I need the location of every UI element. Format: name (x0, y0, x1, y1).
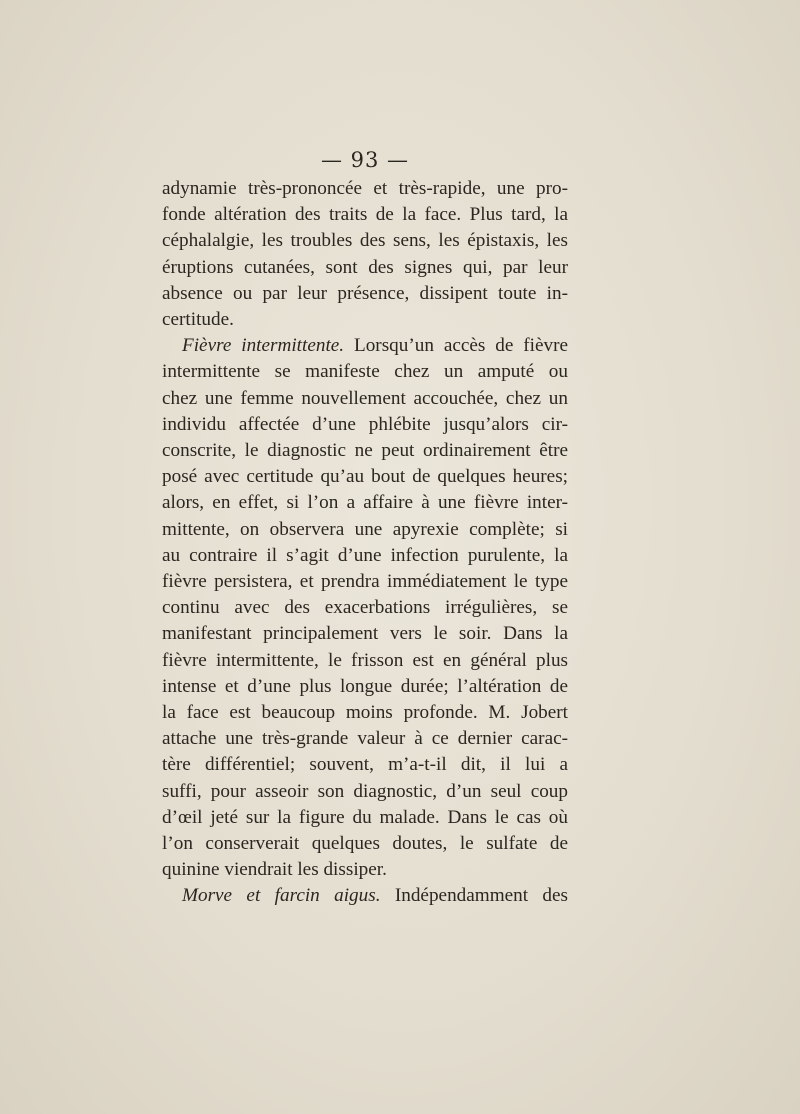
text-line (162, 386, 568, 412)
line-text: tère différentiel; souvent, m’a-t-il dit, il lui a (162, 754, 568, 776)
line-text: alors, en effet, si l’on a affaire à une fièvre inter- (162, 492, 568, 514)
text-line (162, 359, 568, 385)
line-text: au contraire il s’agit d’une infection purulente, la (162, 544, 568, 566)
line-text: mittente, on observera une apyrexie complète; si (162, 518, 568, 540)
line-text: éruptions cutanées, sont des signes qui, par leur (162, 256, 568, 278)
line-text: d’œil jeté sur la figure du malade. Dans le cas où (162, 806, 568, 828)
section-heading: Fièvre intermittente. (182, 335, 345, 357)
page-number: — 93 — (320, 148, 410, 172)
line-text: Indépendamment des (380, 885, 568, 907)
text-line (162, 543, 568, 569)
line-text: suffi, pour asseoir son diagnostic, d’un seul coup (162, 780, 568, 802)
text-line (162, 700, 568, 726)
line-text: Lorsqu’un accès de fièvre (344, 335, 568, 357)
text-line (162, 255, 568, 281)
text-line (162, 648, 568, 674)
text-line (162, 674, 568, 700)
text-line (162, 517, 568, 543)
text-line (162, 752, 568, 778)
text-line (162, 883, 568, 909)
text-line (162, 438, 568, 464)
text-line (162, 307, 568, 333)
line-text: fonde altération des traits de la face. Plus tard, la (162, 204, 568, 226)
line-text: continu avec des exacerbations irrégulières, se (162, 597, 568, 619)
line-text: fièvre persistera, et prendra immédiatement le type (162, 571, 568, 593)
section-heading: Morve et farcin aigus. (182, 885, 381, 907)
text-line (162, 464, 568, 490)
line-text: la face est beaucoup moins profonde. M. Jobert (162, 702, 568, 724)
text-line (162, 333, 568, 359)
line-text: manifestant principalement vers le soir. Dans la (162, 623, 568, 645)
text-line (162, 831, 568, 857)
text-line (162, 621, 568, 647)
line-text: céphalalgie, les troubles des sens, les épistaxis, les (162, 230, 568, 252)
text-line (162, 228, 568, 254)
line-text: attache une très-grande valeur à ce dernier carac- (162, 728, 568, 750)
text-line (162, 779, 568, 805)
line-text: fièvre intermittente, le frisson est en général plus (162, 649, 568, 671)
line-text: chez une femme nouvellement accouchée, chez un (162, 387, 568, 409)
text-line (162, 595, 568, 621)
text-line (162, 412, 568, 438)
line-text: l’on conserverait quelques doutes, le sulfate de (162, 833, 568, 855)
text-line (162, 490, 568, 516)
text-line (162, 726, 568, 752)
line-text: intense et d’une plus longue durée; l’altération de (162, 675, 568, 697)
text-line (162, 857, 568, 883)
text-line (162, 569, 568, 595)
line-text: conscrite, le diagnostic ne peut ordinairement être (162, 440, 568, 462)
line-text: certitude. (162, 309, 234, 331)
text-line (162, 805, 568, 831)
line-text: intermittente se manifeste chez un amputé ou (162, 361, 568, 383)
line-text: posé avec certitude qu’au bout de quelques heures; (162, 466, 568, 488)
line-text: absence ou par leur présence, dissipent toute in- (162, 282, 568, 304)
line-text: adynamie très-prononcée et très-rapide, une pro- (162, 178, 568, 199)
text-line (162, 202, 568, 228)
text-line (162, 176, 568, 202)
line-text: quinine viendrait les dissiper. (162, 859, 387, 881)
body-text (162, 176, 568, 910)
text-line (162, 281, 568, 307)
line-text: individu affectée d’une phlébite jusqu’alors cir- (162, 413, 568, 435)
